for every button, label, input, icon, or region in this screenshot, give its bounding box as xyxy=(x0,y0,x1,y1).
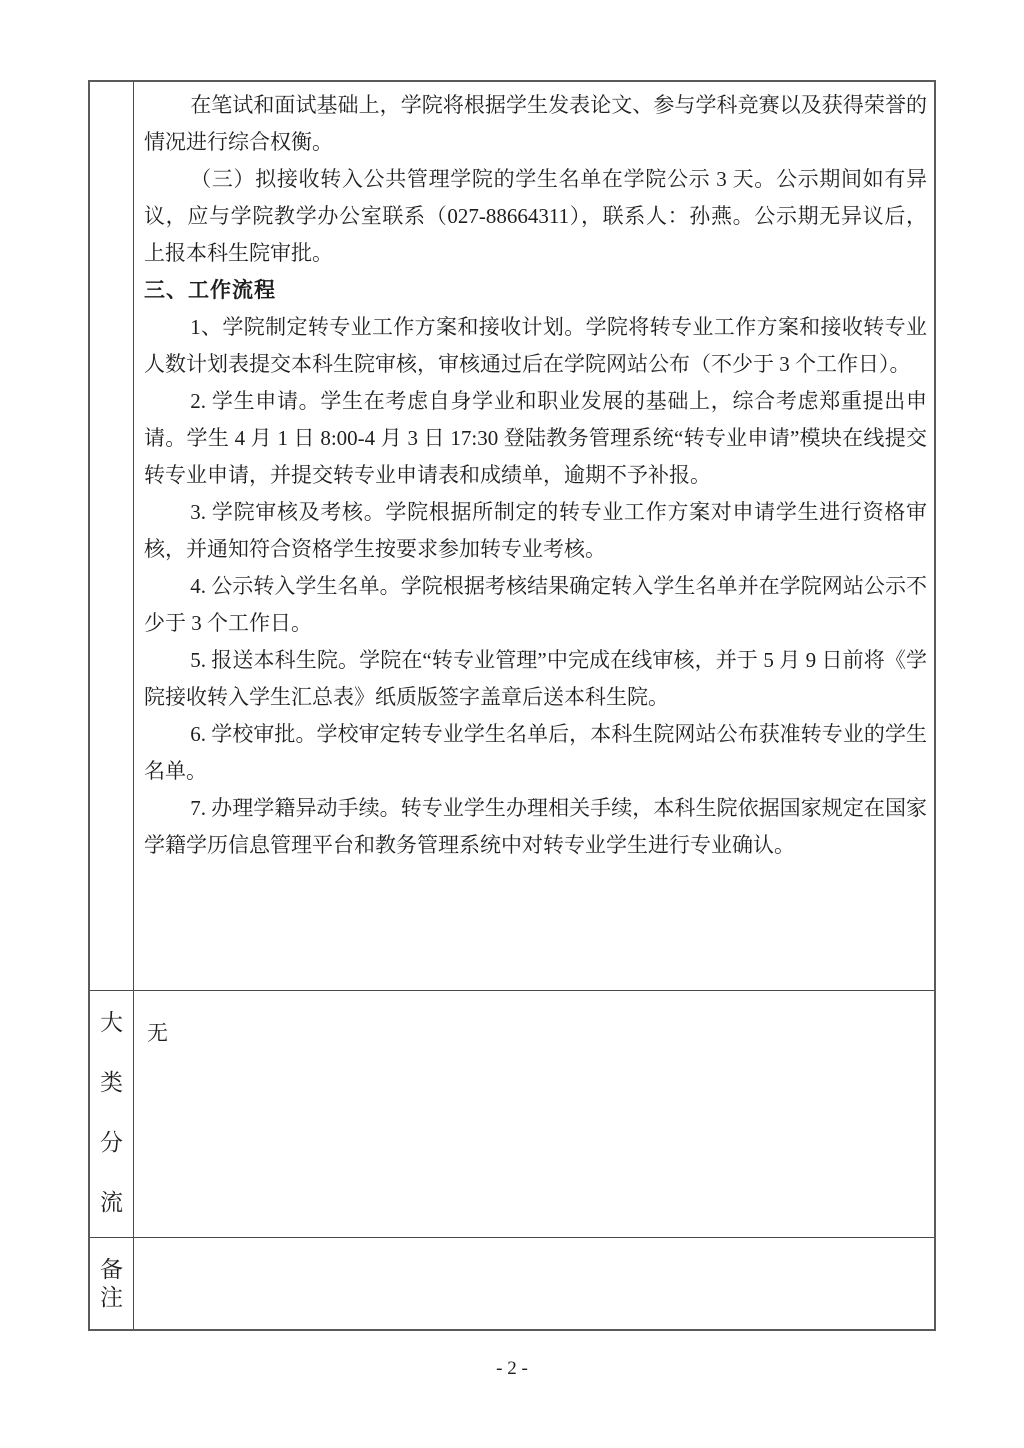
section-heading-work-process: 三、工作流程 xyxy=(144,279,276,302)
step-3-review-assessment: 3. 学院审核及考核。学院根据所制定的转专业工作方案对申请学生进行资格审核，并通知符合资格学生按要求参加转专业考核。 xyxy=(144,500,927,561)
step-2-student-application: 2. 学生申请。学生在考虑自身学业和职业发展的基础上，综合考虑郑重提出申请。学生 4 月 1 日 8:00-4 月 3 日 17:30 登陆教务管理系统“转专业申请”模块在线提交转专业申请，并提交转专业申请表和成绩单，逾期不予补报。 xyxy=(144,389,927,487)
table-row-dalei-fenliu xyxy=(90,990,934,1237)
dalei-fenliu-content-cell xyxy=(134,991,934,1237)
step-5-report-college: 5. 报送本科生院。学院在“转专业管理”中完成在线审核，并于 5 月 9 日前将《学院接收转入学生汇总表》纸质版签字盖章后送本科生院。 xyxy=(144,648,927,709)
remark-content-cell xyxy=(134,1238,934,1329)
main-row-label-cell-empty xyxy=(90,82,134,990)
dalei-fenliu-content: 无 xyxy=(147,1021,168,1045)
table-row-main xyxy=(90,82,934,990)
dalei-fenliu-label-cell xyxy=(90,991,134,1237)
remark-label: 备注 xyxy=(100,1256,123,1310)
remark-label-cell xyxy=(90,1238,134,1329)
main-row-content-cell xyxy=(134,82,934,990)
paragraph-item-three-publicity: （三）拟接收转入公共管理学院的学生名单在学院公示 3 天。公示期间如有异议，应与学院教学办公室联系（027-88664311），联系人：孙燕。公示期无异议后，上报本科生院审批。 xyxy=(144,167,927,265)
main-body-text xyxy=(134,82,934,864)
paragraph-written-interview-basis: 在笔试和面试基础上，学院将根据学生发表论文、参与学科竞赛以及获得荣誉的情况进行综合权衡。 xyxy=(144,93,927,154)
step-4-publicity-list: 4. 公示转入学生名单。学院根据考核结果确定转入学生名单并在学院网站公示不少于 3 个工作日。 xyxy=(144,574,927,635)
step-7-status-change: 7. 办理学籍异动手续。转专业学生办理相关手续，本科生院依据国家规定在国家学籍学历信息管理平台和教务管理系统中对转专业学生进行专业确认。 xyxy=(144,796,927,857)
page-number: - 2 - xyxy=(496,1358,528,1379)
dalei-fenliu-label: 大类分流 xyxy=(100,1010,123,1215)
table-row-remark xyxy=(90,1237,934,1329)
step-1-plan: 1、学院制定转专业工作方案和接收计划。学院将转专业工作方案和接收转专业人数计划表提交本科生院审核，审核通过后在学院网站公布（不少于 3 个工作日）。 xyxy=(144,315,927,376)
step-6-school-approval: 6. 学校审批。学校审定转专业学生名单后，本科生院网站公布获准转专业的学生名单。 xyxy=(144,722,927,783)
document-table xyxy=(88,80,936,1331)
